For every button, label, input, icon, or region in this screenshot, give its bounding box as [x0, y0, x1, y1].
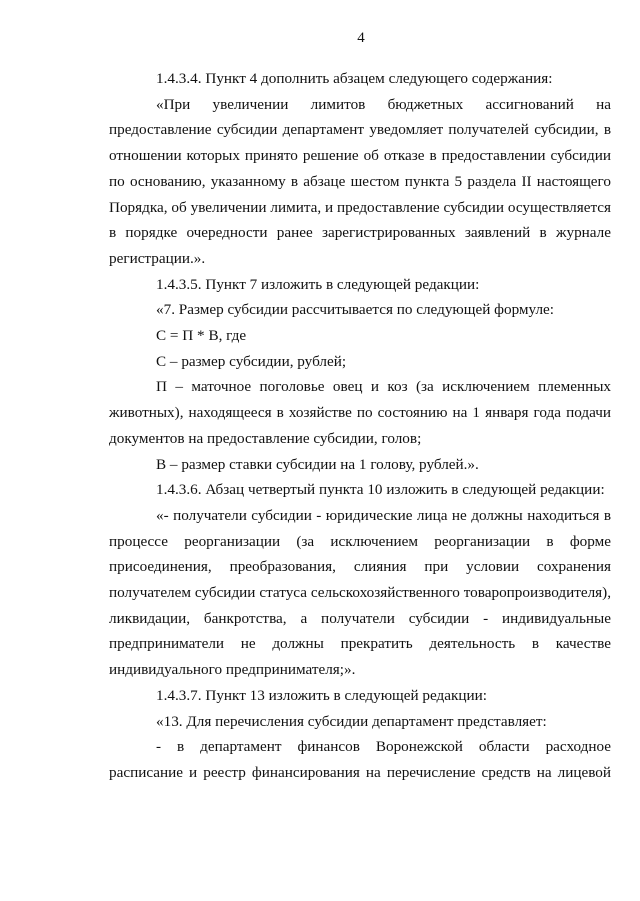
- page-number: 4: [357, 30, 365, 46]
- paragraph-c-definition: С – размер субсидии, рублей;: [156, 352, 347, 370]
- paragraph-1-4-3-5: 1.4.3.5. Пункт 7 изложить в следующей редакции:: [156, 275, 480, 293]
- paragraph-recipients-requirements: «- получатели субсидии - юридические лица не должны находиться в процессе реорганизации (за исключением реорганизации в форме присоединения, преобразования, слияния при условии сохранения получателем субсидии статуса сельскохозяйственного товаропроизводителя), ликвидации, банкротства, а получатели субсидии - индивидуальные предприниматели не должны прекратить деятельность в качестве индивидуального предпринимателя;».: [109, 506, 611, 679]
- document-body: [109, 66, 611, 786]
- paragraph-1-4-3-6: 1.4.3.6. Абзац четвертый пункта 10 изложить в следующей редакции:: [156, 481, 605, 499]
- paragraph-finance-department: - в департамент финансов Воронежской области расходное расписание и реестр финансирования на перечисление средств на лицевой: [109, 738, 611, 781]
- paragraph-subsidy-limit: «При увеличении лимитов бюджетных ассигнований на предоставление субсидии департамент уведомляет получателей субсидии, в отношении которых принято решение об отказе в предоставлении субсидии по основанию, указанному в абзаце шестом пункта 5 раздела II настоящего Порядка, об увеличении лимита, и предоставление субсидии осуществляется в порядке очередности ранее зарегистрированных заявлений в журнале регистрации.».: [109, 95, 611, 267]
- paragraph-1-4-3-4: 1.4.3.4. Пункт 4 дополнить абзацем следующего содержания:: [156, 70, 553, 87]
- paragraph-formula: С = П * В, где: [156, 327, 247, 345]
- paragraph-1-4-3-7: 1.4.3.7. Пункт 13 изложить в следующей редакции:: [156, 686, 487, 704]
- paragraph-p-definition: П – маточное поголовье овец и коз (за исключением племенных животных), находящееся в хозяйстве по состоянию на 1 января года подачи документов на предоставление субсидии, голов;: [109, 378, 611, 447]
- paragraph-formula-intro: «7. Размер субсидии рассчитывается по следующей формуле:: [156, 301, 555, 319]
- paragraph-item-13: «13. Для перечисления субсидии департамент представляет:: [156, 712, 547, 730]
- paragraph-b-definition: В – размер ставки субсидии на 1 голову, рублей.».: [156, 455, 479, 473]
